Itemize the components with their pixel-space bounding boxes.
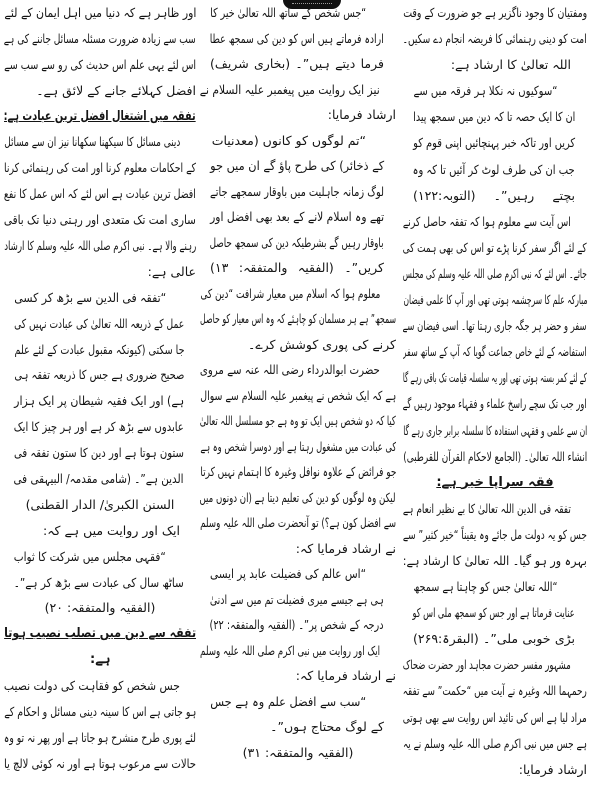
line-text: جب ان کی طرف لوٹ کر آئیں تا کہ وہ	[413, 161, 575, 177]
line-text: صحیح ضروری ہے جس کا ذریعہ تفقہ ہی	[14, 367, 184, 383]
line-text: “سوکیوں نہ نکلا ہر فرقہ میں سے	[413, 83, 557, 99]
line-text: ان سے علمی و فقہی استفادہ کا سلسلہ برابر جاری رہے گا	[403, 422, 587, 438]
line-text: ومفتیان کا وجود ناگزیر ہے جو ضرورت کے وقت	[403, 5, 587, 20]
quote-line	[4, 466, 196, 492]
paragraph-first-line	[403, 496, 587, 522]
paragraph-line	[403, 287, 587, 313]
quote-line	[4, 285, 196, 311]
line-text: ہے کہ ایک شخص نے پیغمبر علیہ السلام سے سوال	[200, 387, 396, 403]
quote-line	[403, 600, 587, 626]
paragraph-line	[403, 26, 587, 52]
paragraph-last-line	[200, 663, 396, 689]
line-text: تھے وہ اسلام لانے کے بعد بھی افضل اور	[209, 209, 384, 224]
paragraph-first-line	[403, 652, 587, 678]
line-text: افضل کہلائے جانے کے لائق ہے۔	[36, 82, 196, 98]
quote-line	[200, 561, 396, 587]
line-text: دینی مسائل کا سیکھنا سکھانا نیز ان سے مسائل	[4, 134, 180, 150]
line-text: اس لئے یہی علم اس حدیث کی رو سے سب سے	[4, 56, 196, 72]
quote-line	[4, 440, 196, 466]
line-text: مبارکہ علم کا سرچشمہ ہوتی تھی اور آپ کا علمی فیضان	[403, 292, 587, 308]
section-heading	[403, 470, 587, 496]
line-text: مشہور مفسر حضرت مجاہد اور حضرت ضحاک	[403, 657, 571, 673]
line-text: باوقار رہیں گے بشرطیکہ دین کی سمجھ حاصل	[209, 234, 384, 250]
paragraph-last-line	[200, 102, 396, 128]
line-text: کی عبادت میں مشغول رہتا ہے اور دوسرا شخص وہ ہے	[200, 438, 396, 454]
quote-line	[4, 570, 196, 596]
line-text: عابدوں سے بڑھ کر ہے اور ہر چیز کا ایک	[13, 419, 184, 435]
line-text: سمجھ” ہے ہر مسلمان کو چاہئے کہ وہ اس معیار کو حاصل	[200, 311, 396, 326]
quote-line	[4, 544, 196, 570]
paragraph-line	[4, 181, 196, 207]
line-text: جس شخص کو فقاہت کی دولت نصیب	[4, 678, 180, 694]
quote-line	[4, 311, 196, 337]
line-text: کریں اور تاکہ خبر پہنچائیں اپنی قوم کو	[413, 135, 575, 151]
paragraph-first-line	[4, 673, 196, 699]
paragraph-line	[200, 485, 396, 511]
quote-line	[4, 414, 196, 440]
line-text: حالات سے مرعوب ہوتا ہے اور نہ کوئی لالچ یا	[4, 755, 196, 771]
line-text: “فقہی مجلس میں شرکت کا ثواب	[14, 548, 166, 564]
quote-line	[4, 362, 196, 388]
paragraph-line	[200, 510, 396, 536]
line-text: معلوم ہوا کہ اسلام میں معیار شرافت “دین کی	[200, 285, 380, 301]
paragraph-first-line	[403, 209, 587, 235]
paragraph-line	[403, 705, 587, 731]
line-text: کے لوگ محتاج ہوں”۔	[270, 719, 384, 734]
citation-line	[4, 595, 196, 621]
line-text: کرنے کی پوری کوشش کرے۔	[248, 336, 396, 352]
paragraph-line	[403, 391, 587, 417]
paragraph-line	[4, 155, 196, 181]
line-text: امت کو دینی رہنمائی کا فریضہ انجام دے سکیں۔	[403, 31, 587, 47]
paragraph-line	[403, 444, 587, 470]
line-text: تفقہ فی الدین اللہ تعالیٰ کا بے نظیر انعام ہے	[403, 500, 571, 516]
paragraph-line	[403, 731, 587, 757]
left-column	[4, 0, 196, 787]
line-text: کے احکامات معلوم کرنا اور امت کی رہنمائی کرنا	[4, 160, 196, 176]
paragraph-line	[403, 365, 587, 391]
paragraph-first-line	[200, 638, 396, 664]
line-text: ان کا ایک حصہ تا کہ دین میں سمجھ پیدا	[412, 109, 575, 125]
quote-line	[200, 612, 396, 638]
paragraph-line	[4, 52, 196, 78]
paragraph-first-line	[403, 52, 587, 78]
line-text: کے لئے اگر سفر کرنا پڑے تو اس کی بھی ہمت کی	[403, 239, 587, 255]
quote-line	[200, 714, 396, 740]
paragraph-line	[403, 418, 587, 444]
paragraph-first-line	[200, 357, 396, 383]
line-text: تفقہ سے دین میں تصلب نصیب ہوتا	[4, 626, 196, 642]
citation-line	[4, 492, 196, 518]
line-text: کے ذخائر) کی طرح پاؤ گے ان میں جو	[209, 158, 384, 173]
paragraph-line	[200, 306, 396, 332]
quote-line	[200, 255, 396, 281]
line-text: بچتے رہیں”۔ (التوبہ:۱۲۲)	[413, 187, 575, 203]
paragraph-line	[4, 725, 196, 751]
paragraph-line	[4, 26, 196, 52]
line-text: تفقہ میں اشتغال افضل ترین عبادت ہے:	[4, 108, 196, 124]
right-column	[403, 0, 587, 787]
line-text: رحمہما اللہ وغیرہ نے آیت میں “حکمت” سے تفقہ	[403, 683, 587, 699]
line-text: حضرت ابوالدرداء رضی اللہ عنہ سے مروی	[200, 362, 380, 377]
line-text: ساٹھ سال کی عبادت سے بڑھ کر ہے”۔	[14, 574, 184, 590]
line-text: سب سے زیادہ ضرورت مسئلہ مسائل جاننے کی ہے	[4, 30, 196, 46]
paragraph-line	[200, 434, 396, 460]
line-text: فقہ سراپا خیر ہے:	[436, 474, 554, 490]
line-text: کے لئے کمر بستہ ہوتی تھی اور یہ سلسلہ قیامت تک باقی رہے گا	[403, 370, 587, 386]
line-text: جس کو یہ دولت مل جائے وہ یقیناً “خیر کثیر” سے	[403, 526, 587, 542]
line-text: “سب سے افضل علم وہ ہے جس	[210, 693, 366, 709]
line-text: (الفقیہ والمتفقہ: ۳۱)	[242, 744, 354, 760]
section-heading	[4, 104, 196, 130]
line-text: فرما دیتے ہیں”۔ (بخاری شریف)	[210, 56, 384, 71]
paragraph-first-line	[200, 77, 396, 103]
line-text: “تفقہ فی الدین سے بڑھ کر کسی	[13, 289, 166, 305]
line-text: ارادہ فرماتے ہیں اس کو دین کی سمجھ عطا	[209, 30, 384, 46]
quote-line	[403, 104, 587, 130]
line-text: “جس شخص کے ساتھ اللہ تعالیٰ خیر کا	[210, 5, 366, 20]
line-text: ارشاد فرمایا:	[518, 761, 587, 777]
quote-line	[4, 337, 196, 363]
paragraph-last-line	[4, 259, 196, 285]
quote-line	[403, 157, 587, 183]
line-text: ایک اور روایت میں ہے کہ:	[43, 522, 180, 538]
line-text: “اس عالم کی فضیلت عابد پر ایسی	[209, 566, 366, 581]
line-text: ہے:	[90, 652, 111, 668]
paragraph-line	[200, 408, 396, 434]
line-text: لیکن وہ لوگوں کو دین کی تعلیم دیتا ہے (ان دونوں میں	[200, 489, 396, 505]
paragraph-last-line	[403, 548, 587, 574]
line-text: لئے پوری طرح منشرح ہو جاتا ہے اور پھر نہ تو وہ	[4, 729, 196, 745]
line-text: عمل کے ذریعہ اللہ تعالیٰ کی عبادت نہیں کی	[14, 315, 184, 331]
line-text: نے ارشاد فرمایا کہ:	[295, 668, 396, 683]
line-text: کریں”۔ (الفقیہ والمتفقہ: ۱۳)	[209, 260, 384, 275]
line-text: “اللہ تعالیٰ جس کو چاہتا ہے سمجھ	[412, 579, 557, 595]
quote-line	[200, 0, 396, 26]
paragraph-line	[4, 233, 196, 259]
line-text: اس آیت سے معلوم ہوا کہ تفقہ حاصل کرنے	[403, 213, 571, 229]
line-text: ارشاد فرمایا:	[327, 107, 396, 122]
paragraph-first-line	[200, 281, 396, 307]
quote-line	[200, 204, 396, 230]
line-text: مراد لیا ہے اس کی تائید اس روایت سے بھی ہوتی	[403, 709, 587, 725]
line-text: سفر و حضر ہر جگہ جاری رہتا تھا۔ اسی فیضان سے	[403, 318, 587, 334]
line-text: ایک اور روایت میں نبی اکرم صلی اللہ علیہ وسلم	[200, 642, 380, 658]
line-text: السنن الکبریٰ/ الدار القطنی)	[25, 496, 175, 512]
line-text: نے ارشاد فرمایا کہ:	[295, 540, 396, 556]
line-text: عالی ہے:	[147, 263, 196, 279]
line-text: ستون ہوتا ہے اور دین کا ستون تفقہ فی	[14, 445, 184, 461]
quote-line	[200, 179, 396, 205]
line-text: ساری امت تک متعدی اور رہتی دنیا تک باقی	[4, 212, 196, 228]
paragraph-line	[4, 207, 196, 233]
quote-line	[200, 51, 396, 77]
citation-line	[200, 740, 396, 766]
quote-line	[200, 587, 396, 613]
line-text: بہرہ ور ہو گیا۔ اللہ تعالیٰ کا ارشاد ہے:	[403, 552, 587, 568]
quote-line	[403, 130, 587, 156]
line-text: سے افضل کون ہے؟) تو آنحضرت صلی اللہ علیہ وسلم	[200, 515, 396, 530]
paragraph-line	[200, 459, 396, 485]
paragraph-last-line	[403, 757, 587, 783]
line-text: ہی ہے جیسے میری فضیلت تم میں سے ادنیٰ	[210, 591, 384, 607]
line-text: افضل ترین عبادت ہے اس لئے کہ اس عمل کا نفع	[4, 186, 196, 202]
line-text: جائے۔ اس لئے کہ نبی اکرم صلی اللہ علیہ وسلم کی مجلس	[403, 265, 587, 281]
paragraph-first-line	[4, 129, 196, 155]
line-text: اور جب تک سچے راسخ علماء و فقہاء موجود رہیں گے	[403, 396, 587, 412]
quote-line	[200, 128, 396, 154]
line-text: بڑی خوبی ملی”۔ (البقرۃ:۲۶۹)	[413, 631, 575, 647]
paragraph-line	[4, 699, 196, 725]
section-heading	[4, 621, 196, 647]
paragraph-last-line	[200, 536, 396, 562]
paragraph-line	[403, 313, 587, 339]
paragraph-line	[403, 0, 587, 26]
paragraph-line	[403, 678, 587, 704]
quote-line	[403, 626, 587, 652]
quote-line	[4, 388, 196, 414]
paragraph-last-line	[4, 78, 196, 104]
paragraph-line	[403, 261, 587, 287]
line-text: (الفقیہ والمتفقہ: ۲۰)	[44, 600, 156, 616]
line-text: نیز ایک روایت میں پیغمبر علیہ السلام نے	[200, 81, 380, 97]
line-text: رہنے والا ہے۔ نبی اکرم صلی اللہ علیہ وسلم کا ارشاد	[4, 238, 196, 254]
line-text: لوگ زمانہ جاہلیت میں باوقار سمجھے جاتے	[210, 183, 384, 199]
paragraph-line	[403, 522, 587, 548]
line-text: جو فرائض کے علاوہ نوافل وغیرہ کا اہتمام نہیں کرتا	[200, 464, 396, 479]
paragraph-line	[4, 0, 196, 26]
line-text: اور ظاہر ہے کہ دنیا میں اہل ایمان کے لئے	[4, 5, 196, 20]
paragraph-first-line	[4, 518, 196, 544]
quote-line	[200, 26, 396, 52]
line-text: اللہ تعالیٰ کا ارشاد ہے:	[450, 57, 571, 73]
line-text: ہے جس میں نبی اکرم صلی اللہ علیہ وسلم نے یہ	[403, 735, 587, 751]
quote-line	[403, 183, 587, 209]
line-text: “تم لوگوں کو کانوں (معدنیات	[211, 132, 366, 148]
line-text: انشاء اللہ تعالیٰ۔ (الجامع لاحکام القرآن للقرطبی)	[403, 448, 587, 464]
line-text: ہے) اور ایک فقیہ شیطان پر ایک ہزار	[13, 393, 184, 409]
section-heading	[4, 647, 196, 673]
paragraph-line	[403, 339, 587, 365]
line-text: کیا کہ دو شخص ہیں ایک تو وہ ہے جو مسلسل اللہ تعالیٰ	[200, 413, 396, 428]
paragraph-line	[4, 751, 196, 777]
quote-line	[403, 574, 587, 600]
quote-line	[200, 153, 396, 179]
line-text: ہو جاتی ہے اس کا سینہ دینی مسائل و احکام کے	[4, 704, 196, 720]
line-text: عنایت فرماتا ہے اور جس کو سمجھ ملی اس کو	[412, 605, 575, 621]
paragraph-line	[200, 383, 396, 409]
quote-line	[403, 78, 587, 104]
paragraph-last-line	[200, 332, 396, 358]
middle-column	[200, 0, 396, 787]
quote-line	[200, 230, 396, 256]
line-text: جا سکتی (کیونکہ مقبول عبادت کے لئے علم	[13, 341, 184, 357]
line-text: استفاضہ کے لئے خاص جماعت گویا کہ آپ کے ساتھ سفر	[403, 344, 587, 360]
paragraph-line	[403, 235, 587, 261]
quote-line	[200, 689, 396, 715]
line-text: درجہ کے شخص پر”۔ (الفقیہ والمتفقہ: ۲۲)	[210, 617, 384, 632]
line-text: الدین ہے”۔ (شامی مقدمہ/ البیہقی فی	[13, 471, 184, 487]
